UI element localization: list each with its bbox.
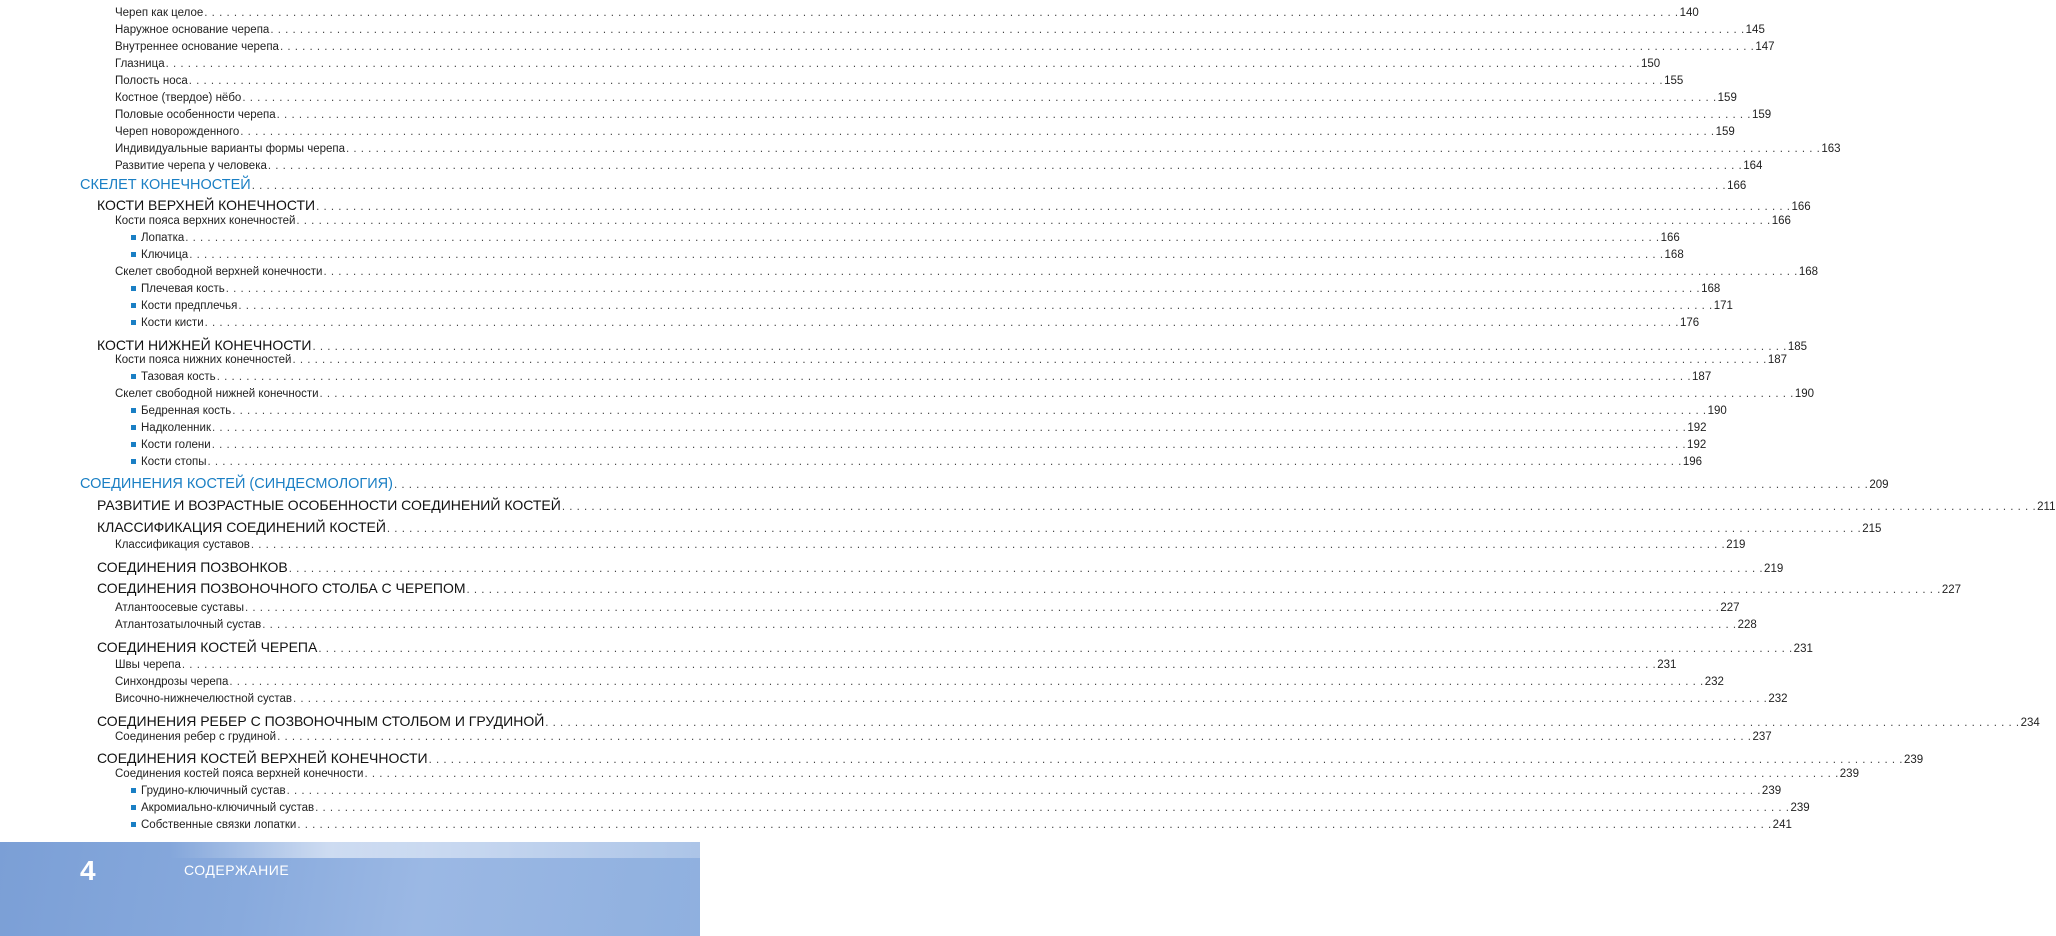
toc-entry-page: 140 [1679, 7, 1699, 19]
toc-entry-title [131, 457, 207, 469]
toc-subsection [115, 768, 1859, 781]
toc-subsection [115, 143, 1841, 156]
dot-leader: . . . . . . . . . . . . . . . . . . . . . . . . . . . . . . . . . . . . . . . . . . . . . . . . . . . . . . . . . . . . . . . . . . . . . . . . . . . . . . . . . . . . . . . . . . . . . . . . . . . . . . . . . . . . . . . . . . . . . . . . . . . . . . . . . . . . . . . . . . . . . . . . . . . . . . . . . . . . . . . . . . . . . . . . . . . . . . . . . . . . . . . . . . . . . . . . . . . . . . . . [288, 563, 1764, 575]
dot-leader: . . . . . . . . . . . . . . . . . . . . . . . . . . . . . . . . . . . . . . . . . . . . . . . . . . . . . . . . . . . . . . . . . . . . . . . . . . . . . . . . . . . . . . . . . . . . . . . . . . . . . . . . . . . . . . . . . . . . . . . . . . . . . . . . . . . . . . . . . . . . . . . . . . . . . . . . . . . . . . . . . . . . . . . . . . . . . . . . . . . . . . . . . . . . . . . . . . . . . . . . [292, 354, 1767, 366]
toc-entry-title [115, 110, 276, 122]
square-bullet-icon [131, 286, 136, 291]
dot-leader: . . . . . . . . . . . . . . . . . . . . . . . . . . . . . . . . . . . . . . . . . . . . . . . . . . . . . . . . . . . . . . . . . . . . . . . . . . . . . . . . . . . . . . . . . . . . . . . . . . . . . . . . . . . . . . . . . . . . . . . . . . . . . . . . . . . . . . . . . . . . . . . . . . . . . . . . . . . . . . . . . . . . . . . . . . . . . . . . . . . . . . . . . . . . . . . . . . . . . . . . [165, 58, 1640, 70]
toc-entry-title-text: Лопатка [141, 232, 185, 244]
toc-subsection [115, 160, 1763, 173]
dot-leader: . . . . . . . . . . . . . . . . . . . . . . . . . . . . . . . . . . . . . . . . . . . . . . . . . . . . . . . . . . . . . . . . . . . . . . . . . . . . . . . . . . . . . . . . . . . . . . . . . . . . . . . . . . . . . . . . . . . . . . . . . . . . . . . . . . . . . . . . . . . . . . . . . . . . . . . . . . . . . . . . . . . . . . . . . . . . . . . . . . . . . . . . . . . . . . . . . . . . . . . . [279, 41, 1755, 53]
dot-leader: . . . . . . . . . . . . . . . . . . . . . . . . . . . . . . . . . . . . . . . . . . . . . . . . . . . . . . . . . . . . . . . . . . . . . . . . . . . . . . . . . . . . . . . . . . . . . . . . . . . . . . . . . . . . . . . . . . . . . . . . . . . . . . . . . . . . . . . . . . . . . . . . . . . . . . . . . . . . . . . . . . . . . . . . . . . . . . . . . . . . . . . . . . . . . . . . . . . . . . . . [232, 405, 1707, 417]
toc-entry-page: 190 [1707, 405, 1727, 417]
toc-entry-title [115, 42, 279, 54]
toc-entry-page: 232 [1768, 693, 1788, 705]
dot-leader: . . . . . . . . . . . . . . . . . . . . . . . . . . . . . . . . . . . . . . . . . . . . . . . . . . . . . . . . . . . . . . . . . . . . . . . . . . . . . . . . . . . . . . . . . . . . . . . . . . . . . . . . . . . . . . . . . . . . . . . . . . . . . . . . . . . . . . . . . . . . . . . . . . . . . . . . . . . . . . . . . . . . . . . . . . . . . . . . . . . . . . . . . . . . . . . . . . . . . . . . [312, 341, 1787, 353]
toc-entry-page: 187 [1767, 354, 1788, 366]
toc-entry-title [115, 267, 322, 279]
page-number: 4 [80, 855, 96, 886]
toc-entry-title [131, 284, 225, 296]
toc-entry-title-text: СОЕДИНЕНИЯ РЕБЕР С ПОЗВОНОЧНЫМ СТОЛБОМ И ГРУДИНОЙ [97, 713, 545, 729]
toc-entry-page: 239 [1761, 785, 1782, 797]
square-bullet-icon [131, 442, 136, 447]
square-bullet-icon [131, 252, 136, 257]
toc-entry-page: 164 [1743, 160, 1763, 172]
toc-entry-title [115, 620, 261, 632]
toc-entry-title-text: Грудино-ключичный сустав [141, 785, 286, 797]
toc-entry-title-text: СОЕДИНЕНИЯ КОСТЕЙ (СИНДЕСМОЛОГИЯ) [80, 476, 393, 492]
toc-subsection [115, 693, 1788, 706]
toc-entry-title-text: Акромиально-ключичный сустав [141, 802, 315, 814]
toc-entry-title [131, 803, 314, 815]
square-bullet-icon [131, 805, 136, 810]
dot-leader: . . . . . . . . . . . . . . . . . . . . . . . . . . . . . . . . . . . . . . . . . . . . . . . . . . . . . . . . . . . . . . . . . . . . . . . . . . . . . . . . . . . . . . . . . . . . . . . . . . . . . . . . . . . . . . . . . . . . . . . . . . . . . . . . . . . . . . . . . . . . . . . . . . . . . . . . . . . . . . . . . . . . . . . . . . . . . . . . . . . . . . . . . . . . . . . . . . . . . . . . [242, 92, 1717, 104]
dot-leader: . . . . . . . . . . . . . . . . . . . . . . . . . . . . . . . . . . . . . . . . . . . . . . . . . . . . . . . . . . . . . . . . . . . . . . . . . . . . . . . . . . . . . . . . . . . . . . . . . . . . . . . . . . . . . . . . . . . . . . . . . . . . . . . . . . . . . . . . . . . . . . . . . . . . . . . . . . . . . . . . . . . . . . . . . . . . . . . . . . . . . . . . . . . . . . . . . . . . . . . . [225, 283, 1701, 295]
dot-leader: . . . . . . . . . . . . . . . . . . . . . . . . . . . . . . . . . . . . . . . . . . . . . . . . . . . . . . . . . . . . . . . . . . . . . . . . . . . . . . . . . . . . . . . . . . . . . . . . . . . . . . . . . . . . . . . . . . . . . . . . . . . . . . . . . . . . . . . . . . . . . . . . . . . . . . . . . . . . . . . . . . . . . . . . . . . . . . . . . . . . . . . . . . . . . . . . . . . . . . . . [296, 215, 1771, 227]
dot-leader: . . . . . . . . . . . . . . . . . . . . . . . . . . . . . . . . . . . . . . . . . . . . . . . . . . . . . . . . . . . . . . . . . . . . . . . . . . . . . . . . . . . . . . . . . . . . . . . . . . . . . . . . . . . . . . . . . . . . . . . . . . . . . . . . . . . . . . . . . . . . . . . . . . . . . . . . . . . . . . . . . . . . . . . . . . . . . . . . . . . . . . . . . . . . . . . . . . . . . . . . [286, 785, 1761, 797]
toc-subsection [131, 456, 1703, 469]
toc-entry-title [115, 144, 345, 156]
toc-entry-page: 163 [1821, 143, 1841, 155]
toc-entry-title-text: РАЗВИТИЕ И ВОЗРАСТНЫЕ ОСОБЕННОСТИ СОЕДИНЕНИЙ КОСТЕЙ [97, 497, 561, 513]
toc-subsection [115, 41, 1775, 54]
toc-entry-page: 166 [1727, 180, 1747, 192]
toc-subsection [131, 785, 1782, 798]
toc-entry-title [97, 198, 315, 212]
toc-entry-page: 232 [1704, 676, 1724, 688]
toc-entry-title [115, 660, 181, 672]
toc-entry-title [131, 406, 231, 418]
toc-entry-page: 241 [1772, 819, 1792, 831]
dot-leader: . . . . . . . . . . . . . . . . . . . . . . . . . . . . . . . . . . . . . . . . . . . . . . . . . . . . . . . . . . . . . . . . . . . . . . . . . . . . . . . . . . . . . . . . . . . . . . . . . . . . . . . . . . . . . . . . . . . . . . . . . . . . . . . . . . . . . . . . . . . . . . . . . . . . . . . . . . . . . . . . . . . . . . . . . . . . . . . . . . . . . . . . . . . . . . . . . . . . . . . . [315, 802, 1790, 814]
toc-entry-title-text: СОЕДИНЕНИЯ ПОЗВОНОЧНОГО СТОЛБА С ЧЕРЕПОМ [97, 580, 466, 596]
toc-entry-title-text: Тазовая кость [141, 371, 216, 383]
toc-entry-page: 237 [1752, 731, 1772, 743]
toc-entry-title-text: Кости кисти [141, 317, 204, 329]
dot-leader: . . . . . . . . . . . . . . . . . . . . . . . . . . . . . . . . . . . . . . . . . . . . . . . . . . . . . . . . . . . . . . . . . . . . . . . . . . . . . . . . . . . . . . . . . . . . . . . . . . . . . . . . . . . . . . . . . . . . . . . . . . . . . . . . . . . . . . . . . . . . . . . . . . . . . . . . . . . . . . . . . . . . . . . . . . . . . . . . . . . . . . . . . . . . . . . . . . . . . . . . [185, 232, 1660, 244]
toc-subsection [115, 539, 1746, 552]
dot-leader: . . . . . . . . . . . . . . . . . . . . . . . . . . . . . . . . . . . . . . . . . . . . . . . . . . . . . . . . . . . . . . . . . . . . . . . . . . . . . . . . . . . . . . . . . . . . . . . . . . . . . . . . . . . . . . . . . . . . . . . . . . . . . . . . . . . . . . . . . . . . . . . . . . . . . . . . . . . . . . . . . . . . . . . . . . . . . . . . . . . . . . . . . . . . . . . . . . . . . . . . [211, 439, 1687, 451]
toc-entry-title [115, 59, 165, 71]
toc-entry-title [97, 498, 561, 512]
toc-section [97, 750, 1924, 767]
toc-subsection [131, 317, 1700, 330]
toc-subsection [115, 75, 1684, 88]
dot-leader: . . . . . . . . . . . . . . . . . . . . . . . . . . . . . . . . . . . . . . . . . . . . . . . . . . . . . . . . . . . . . . . . . . . . . . . . . . . . . . . . . . . . . . . . . . . . . . . . . . . . . . . . . . . . . . . . . . . . . . . . . . . . . . . . . . . . . . . . . . . . . . . . . . . . . . . . . . . . . . . . . . . . . . . . . . . . . . . . . . . . . . . . . . . . . . . . . . . . . . . . [316, 201, 1791, 213]
toc-subsection [131, 249, 1684, 262]
toc-entry-page: 231 [1657, 659, 1677, 671]
toc-subsection [115, 676, 1724, 689]
toc-entry-page: 159 [1715, 126, 1735, 138]
toc-entry-title-text: Височно-нижнечелюстной сустав [115, 693, 293, 705]
toc-section [97, 519, 1882, 536]
toc-entry-title-text: СОЕДИНЕНИЯ ПОЗВОНКОВ [97, 559, 288, 575]
toc-entry-page: 166 [1791, 201, 1811, 213]
toc-entry-page: 185 [1787, 341, 1807, 353]
toc-entry-title [97, 338, 311, 352]
toc-entry-title-text: Полость носа [115, 75, 188, 87]
toc-entry-page: 219 [1764, 563, 1784, 575]
toc-subsection [131, 283, 1721, 296]
toc-entry-page: 192 [1687, 422, 1707, 434]
toc-entry-title [131, 233, 184, 245]
toc-entry-page: 239 [1839, 768, 1859, 780]
toc-subsection [131, 439, 1707, 452]
toc-entry-page: 231 [1793, 643, 1813, 655]
toc-entry-page: 239 [1790, 802, 1810, 814]
toc-entry-title [131, 440, 211, 452]
toc-subsection [115, 58, 1661, 71]
toc-entry-page: 234 [2020, 717, 2040, 729]
toc-entry-title-text: КЛАССИФИКАЦИЯ СОЕДИНЕНИЙ КОСТЕЙ [97, 519, 386, 535]
toc-entry-page: 155 [1664, 75, 1684, 87]
toc-entry-title [115, 8, 203, 20]
toc-entry-page: 159 [1752, 109, 1772, 121]
toc-entry-title-text: Атлантозатылочный сустав [115, 619, 262, 631]
toc-entry-page: 145 [1745, 24, 1765, 36]
dot-leader: . . . . . . . . . . . . . . . . . . . . . . . . . . . . . . . . . . . . . . . . . . . . . . . . . . . . . . . . . . . . . . . . . . . . . . . . . . . . . . . . . . . . . . . . . . . . . . . . . . . . . . . . . . . . . . . . . . . . . . . . . . . . . . . . . . . . . . . . . . . . . . . . . . . . . . . . . . . . . . . . . . . . . . . . . . . . . . . . . . . . . . . . . . . . . . . . . . . . . . . . [211, 422, 1687, 434]
toc-entry-title [115, 127, 239, 139]
toc-entry-title [131, 250, 188, 262]
toc-entry-title [115, 732, 276, 744]
dot-leader: . . . . . . . . . . . . . . . . . . . . . . . . . . . . . . . . . . . . . . . . . . . . . . . . . . . . . . . . . . . . . . . . . . . . . . . . . . . . . . . . . . . . . . . . . . . . . . . . . . . . . . . . . . . . . . . . . . . . . . . . . . . . . . . . . . . . . . . . . . . . . . . . . . . . . . . . . . . . . . . . . . . . . . . . . . . . . . . . . . . . . . . . . . . . . . . . . . . . . . . . [207, 456, 1682, 468]
toc-entry-title [115, 216, 295, 228]
toc-entry-title [97, 640, 317, 654]
square-bullet-icon [131, 822, 136, 827]
toc-entry-title-text: Скелет свободной верхней конечности [115, 266, 323, 278]
dot-leader: . . . . . . . . . . . . . . . . . . . . . . . . . . . . . . . . . . . . . . . . . . . . . . . . . . . . . . . . . . . . . . . . . . . . . . . . . . . . . . . . . . . . . . . . . . . . . . . . . . . . . . . . . . . . . . . . . . . . . . . . . . . . . . . . . . . . . . . . . . . . . . . . . . . . . . . . . . . . . . . . . . . . . . . . . . . . . . . . . . . . . . . . . . . . . . . . . . . . . . . . [293, 693, 1768, 705]
toc-entry-title [115, 603, 244, 615]
dot-leader: . . . . . . . . . . . . . . . . . . . . . . . . . . . . . . . . . . . . . . . . . . . . . . . . . . . . . . . . . . . . . . . . . . . . . . . . . . . . . . . . . . . . . . . . . . . . . . . . . . . . . . . . . . . . . . . . . . . . . . . . . . . . . . . . . . . . . . . . . . . . . . . . . . . . . . . . . . . . . . . . . . . . . . . . . . . . . . . . . . . . . . . . . . . . . . . . . . . . . . . . [181, 659, 1657, 671]
toc-entry-title-text: Соединения ребер с грудиной [115, 731, 277, 743]
toc-entry-title-text: Наружное основание черепа [115, 24, 270, 36]
dot-leader: . . . . . . . . . . . . . . . . . . . . . . . . . . . . . . . . . . . . . . . . . . . . . . . . . . . . . . . . . . . . . . . . . . . . . . . . . . . . . . . . . . . . . . . . . . . . . . . . . . . . . . . . . . . . . . . . . . . . . . . . . . . . . . . . . . . . . . . . . . . . . . . . . . . . . . . . . . . . . . . . . . . . . . . . . . . . . . . . . . . . . . . . . . . . . . . . . . . . . . . . [319, 388, 1794, 400]
toc-entry-page: 187 [1692, 371, 1712, 383]
toc-entry-title [131, 301, 237, 313]
dot-leader: . . . . . . . . . . . . . . . . . . . . . . . . . . . . . . . . . . . . . . . . . . . . . . . . . . . . . . . . . . . . . . . . . . . . . . . . . . . . . . . . . . . . . . . . . . . . . . . . . . . . . . . . . . . . . . . . . . . . . . . . . . . . . . . . . . . . . . . . . . . . . . . . . . . . . . . . . . . . . . . . . . . . . . . . . . . . . . . . . . . . . . . . . . . . . . . . . . . . . . . . [323, 266, 1798, 278]
square-bullet-icon [131, 374, 136, 379]
toc-entry-title-text: Ключица [141, 249, 189, 261]
toc-entry-page: 168 [1798, 266, 1818, 278]
dot-leader: . . . . . . . . . . . . . . . . . . . . . . . . . . . . . . . . . . . . . . . . . . . . . . . . . . . . . . . . . . . . . . . . . . . . . . . . . . . . . . . . . . . . . . . . . . . . . . . . . . . . . . . . . . . . . . . . . . . . . . . . . . . . . . . . . . . . . . . . . . . . . . . . . . . . . . . . . . . . . . . . . . . . . . . . . . . . . . . . . . . . . . . . . . . . . . . . . . . . . . . . [188, 75, 1664, 87]
toc-subsection [115, 354, 1788, 367]
toc-entry-title [97, 520, 386, 534]
toc-entry-title-text: КОСТИ ВЕРХНЕЙ КОНЕЧНОСТИ [97, 197, 316, 213]
square-bullet-icon [131, 235, 136, 240]
toc-subsection [115, 266, 1818, 279]
toc-entry-title-text: Индивидуальные варианты формы черепа [115, 143, 346, 155]
toc-subsection [115, 619, 1757, 632]
dot-leader: . . . . . . . . . . . . . . . . . . . . . . . . . . . . . . . . . . . . . . . . . . . . . . . . . . . . . . . . . . . . . . . . . . . . . . . . . . . . . . . . . . . . . . . . . . . . . . . . . . . . . . . . . . . . . . . . . . . . . . . . . . . . . . . . . . . . . . . . . . . . . . . . . . . . . . . . . . . . . . . . . . . . . . . . . . . . . . . . . . . . . . . . . . . . . . . . . . . . . . . . [364, 768, 1839, 780]
toc-entry-title-text: Классификация суставов [115, 539, 250, 551]
dot-leader: . . . . . . . . . . . . . . . . . . . . . . . . . . . . . . . . . . . . . . . . . . . . . . . . . . . . . . . . . . . . . . . . . . . . . . . . . . . . . . . . . . . . . . . . . . . . . . . . . . . . . . . . . . . . . . . . . . . . . . . . . . . . . . . . . . . . . . . . . . . . . . . . . . . . . . . . . . . . . . . . . . . . . . . . . . . . . . . . . . . . . . . . . . . . . . . . . . . . . . . . [561, 501, 2037, 513]
dot-leader: . . . . . . . . . . . . . . . . . . . . . . . . . . . . . . . . . . . . . . . . . . . . . . . . . . . . . . . . . . . . . . . . . . . . . . . . . . . . . . . . . . . . . . . . . . . . . . . . . . . . . . . . . . . . . . . . . . . . . . . . . . . . . . . . . . . . . . . . . . . . . . . . . . . . . . . . . . . . . . . . . . . . . . . . . . . . . . . . . . . . . . . . . . . . . . . . . . . . . . . . [428, 754, 1903, 766]
toc-entry-title-text: КОСТИ НИЖНЕЙ КОНЕЧНОСТИ [97, 337, 312, 353]
toc-entry-page: 168 [1701, 283, 1721, 295]
toc-entry-page: 159 [1717, 92, 1737, 104]
toc-entry-page: 171 [1713, 300, 1733, 312]
dot-leader: . . . . . . . . . . . . . . . . . . . . . . . . . . . . . . . . . . . . . . . . . . . . . . . . . . . . . . . . . . . . . . . . . . . . . . . . . . . . . . . . . . . . . . . . . . . . . . . . . . . . . . . . . . . . . . . . . . . . . . . . . . . . . . . . . . . . . . . . . . . . . . . . . . . . . . . . . . . . . . . . . . . . . . . . . . . . . . . . . . . . . . . . . . . . . . . . . . . . . . . . [318, 643, 1793, 655]
toc-entry-title-text: Кости пояса верхних конечностей [115, 215, 296, 227]
toc-entry-page: 166 [1771, 215, 1791, 227]
toc-section [97, 337, 1807, 354]
toc-entry-title-text: Бедренная кость [141, 405, 232, 417]
toc-entry-title [131, 372, 216, 384]
toc-entry-page: 228 [1737, 619, 1757, 631]
square-bullet-icon [131, 788, 136, 793]
dot-leader: . . . . . . . . . . . . . . . . . . . . . . . . . . . . . . . . . . . . . . . . . . . . . . . . . . . . . . . . . . . . . . . . . . . . . . . . . . . . . . . . . . . . . . . . . . . . . . . . . . . . . . . . . . . . . . . . . . . . . . . . . . . . . . . . . . . . . . . . . . . . . . . . . . . . . . . . . . . . . . . . . . . . . . . . . . . . . . . . . . . . . . . . . . . . . . . . . . . . . . . . [267, 160, 1743, 172]
toc-entry-title-text: Кости пояса нижних конечностей [115, 354, 292, 366]
toc-entry-title [80, 477, 393, 492]
dot-leader: . . . . . . . . . . . . . . . . . . . . . . . . . . . . . . . . . . . . . . . . . . . . . . . . . . . . . . . . . . . . . . . . . . . . . . . . . . . . . . . . . . . . . . . . . . . . . . . . . . . . . . . . . . . . . . . . . . . . . . . . . . . . . . . . . . . . . . . . . . . . . . . . . . . . . . . . . . . . . . . . . . . . . . . . . . . . . . . . . . . . . . . . . . . . . . . . . . . . . . . . [189, 249, 1664, 261]
toc-entry-title-text: СКЕЛЕТ КОНЕЧНОСТЕЙ [80, 177, 251, 193]
toc-entry-title-text: Кости предплечья [141, 300, 238, 312]
toc-entry-title [115, 355, 291, 367]
dot-leader: . . . . . . . . . . . . . . . . . . . . . . . . . . . . . . . . . . . . . . . . . . . . . . . . . . . . . . . . . . . . . . . . . . . . . . . . . . . . . . . . . . . . . . . . . . . . . . . . . . . . . . . . . . . . . . . . . . . . . . . . . . . . . . . . . . . . . . . . . . . . . . . . . . . . . . . . . . . . . . . . . . . . . . . . . . . . . . . . . . . . . . . . . . . . . . . . . . . . . . . . [229, 676, 1704, 688]
toc-entry-page: 239 [1903, 754, 1924, 766]
square-bullet-icon [131, 425, 136, 430]
running-section-title: СОДЕРЖАНИЕ [184, 862, 290, 878]
dot-leader: . . . . . . . . . . . . . . . . . . . . . . . . . . . . . . . . . . . . . . . . . . . . . . . . . . . . . . . . . . . . . . . . . . . . . . . . . . . . . . . . . . . . . . . . . . . . . . . . . . . . . . . . . . . . . . . . . . . . . . . . . . . . . . . . . . . . . . . . . . . . . . . . . . . . . . . . . . . . . . . . . . . . . . . . . . . . . . . . . . . . . . . . . . . . . . . . . . . . . . . . [545, 717, 2020, 729]
footer-highlight [170, 842, 700, 858]
toc-entry-page: 168 [1664, 249, 1684, 261]
dot-leader: . . . . . . . . . . . . . . . . . . . . . . . . . . . . . . . . . . . . . . . . . . . . . . . . . . . . . . . . . . . . . . . . . . . . . . . . . . . . . . . . . . . . . . . . . . . . . . . . . . . . . . . . . . . . . . . . . . . . . . . . . . . . . . . . . . . . . . . . . . . . . . . . . . . . . . . . . . . . . . . . . . . . . . . . . . . . . . . . . . . . . . . . . . . . . . . . . . . . . . . . [240, 126, 1715, 138]
toc-subsection [115, 7, 1699, 20]
toc-subsection [131, 802, 1810, 815]
toc-subsection [115, 731, 1772, 744]
toc-section [97, 713, 2040, 730]
toc-entry-title [115, 93, 241, 105]
toc-entry-title [115, 389, 319, 401]
toc-entry-title [131, 318, 204, 330]
toc-subsection [115, 602, 1740, 615]
toc-entry-title-text: Швы черепа [115, 659, 181, 671]
toc-entry-title [97, 751, 428, 765]
dot-leader: . . . . . . . . . . . . . . . . . . . . . . . . . . . . . . . . . . . . . . . . . . . . . . . . . . . . . . . . . . . . . . . . . . . . . . . . . . . . . . . . . . . . . . . . . . . . . . . . . . . . . . . . . . . . . . . . . . . . . . . . . . . . . . . . . . . . . . . . . . . . . . . . . . . . . . . . . . . . . . . . . . . . . . . . . . . . . . . . . . . . . . . . . . . . . . . . . . . . . . . . [386, 523, 1862, 535]
page-footer [0, 842, 700, 936]
dot-leader: . . . . . . . . . . . . . . . . . . . . . . . . . . . . . . . . . . . . . . . . . . . . . . . . . . . . . . . . . . . . . . . . . . . . . . . . . . . . . . . . . . . . . . . . . . . . . . . . . . . . . . . . . . . . . . . . . . . . . . . . . . . . . . . . . . . . . . . . . . . . . . . . . . . . . . . . . . . . . . . . . . . . . . . . . . . . . . . . . . . . . . . . . . . . . . . . . . . . . . . . [297, 819, 1772, 831]
toc-entry-title [115, 25, 269, 37]
dot-leader: . . . . . . . . . . . . . . . . . . . . . . . . . . . . . . . . . . . . . . . . . . . . . . . . . . . . . . . . . . . . . . . . . . . . . . . . . . . . . . . . . . . . . . . . . . . . . . . . . . . . . . . . . . . . . . . . . . . . . . . . . . . . . . . . . . . . . . . . . . . . . . . . . . . . . . . . . . . . . . . . . . . . . . . . . . . . . . . . . . . . . . . . . . . . . . . . . . . . . . . . [216, 371, 1692, 383]
toc-subsection [131, 405, 1727, 418]
dot-leader: . . . . . . . . . . . . . . . . . . . . . . . . . . . . . . . . . . . . . . . . . . . . . . . . . . . . . . . . . . . . . . . . . . . . . . . . . . . . . . . . . . . . . . . . . . . . . . . . . . . . . . . . . . . . . . . . . . . . . . . . . . . . . . . . . . . . . . . . . . . . . . . . . . . . . . . . . . . . . . . . . . . . . . . . . . . . . . . . . . . . . . . . . . . . . . . . . . . . . . . . [204, 317, 1679, 329]
toc-entry-page: 219 [1726, 539, 1746, 551]
toc-entry-page: 227 [1941, 584, 1962, 596]
toc-subsection [115, 92, 1737, 105]
toc-entry-page: 147 [1755, 41, 1775, 53]
toc-entry-title-text: Собственные связки лопатки [141, 819, 297, 831]
toc-entry-page: 196 [1682, 456, 1703, 468]
toc-entry-title-text: Глазница [115, 58, 165, 70]
dot-leader: . . . . . . . . . . . . . . . . . . . . . . . . . . . . . . . . . . . . . . . . . . . . . . . . . . . . . . . . . . . . . . . . . . . . . . . . . . . . . . . . . . . . . . . . . . . . . . . . . . . . . . . . . . . . . . . . . . . . . . . . . . . . . . . . . . . . . . . . . . . . . . . . . . . . . . . . . . . . . . . . . . . . . . . . . . . . . . . . . . . . . . . . . . . . . . . . . . . . . . . . [238, 300, 1713, 312]
toc-entry-title [97, 581, 466, 595]
toc-entry-page: 150 [1640, 58, 1661, 70]
dot-leader: . . . . . . . . . . . . . . . . . . . . . . . . . . . . . . . . . . . . . . . . . . . . . . . . . . . . . . . . . . . . . . . . . . . . . . . . . . . . . . . . . . . . . . . . . . . . . . . . . . . . . . . . . . . . . . . . . . . . . . . . . . . . . . . . . . . . . . . . . . . . . . . . . . . . . . . . . . . . . . . . . . . . . . . . . . . . . . . . . . . . . . . . . . . . . . . . . . . . . . . . [270, 24, 1745, 36]
toc-subsection [115, 24, 1765, 37]
toc-entry-title [80, 178, 251, 193]
dot-leader: . . . . . . . . . . . . . . . . . . . . . . . . . . . . . . . . . . . . . . . . . . . . . . . . . . . . . . . . . . . . . . . . . . . . . . . . . . . . . . . . . . . . . . . . . . . . . . . . . . . . . . . . . . . . . . . . . . . . . . . . . . . . . . . . . . . . . . . . . . . . . . . . . . . . . . . . . . . . . . . . . . . . . . . . . . . . . . . . . . . . . . . . . . . . . . . . . . . . . . . . [251, 180, 1727, 192]
toc-entry-title-text: Кости стопы [141, 456, 207, 468]
toc-entry-title-text: СОЕДИНЕНИЯ КОСТЕЙ ЧЕРЕПА [97, 639, 318, 655]
toc-section [97, 559, 1784, 576]
toc-entry-page: 192 [1687, 439, 1707, 451]
toc-entry-page: 209 [1869, 479, 1889, 491]
dot-leader: . . . . . . . . . . . . . . . . . . . . . . . . . . . . . . . . . . . . . . . . . . . . . . . . . . . . . . . . . . . . . . . . . . . . . . . . . . . . . . . . . . . . . . . . . . . . . . . . . . . . . . . . . . . . . . . . . . . . . . . . . . . . . . . . . . . . . . . . . . . . . . . . . . . . . . . . . . . . . . . . . . . . . . . . . . . . . . . . . . . . . . . . . . . . . . . . . . . . . . . . [244, 602, 1720, 614]
toc-entry-page: 227 [1720, 602, 1740, 614]
toc-subsection [131, 232, 1680, 245]
toc-entry-title-text: Скелет свободной нижней конечности [115, 388, 319, 400]
toc-entry-title-text: Внутреннее основание черепа [115, 41, 279, 53]
dot-leader: . . . . . . . . . . . . . . . . . . . . . . . . . . . . . . . . . . . . . . . . . . . . . . . . . . . . . . . . . . . . . . . . . . . . . . . . . . . . . . . . . . . . . . . . . . . . . . . . . . . . . . . . . . . . . . . . . . . . . . . . . . . . . . . . . . . . . . . . . . . . . . . . . . . . . . . . . . . . . . . . . . . . . . . . . . . . . . . . . . . . . . . . . . . . . . . . . . . . . . . . [393, 479, 1869, 491]
toc-section [97, 580, 1962, 597]
toc-subsection [115, 215, 1791, 228]
toc-entry-title [131, 423, 211, 435]
toc-entry-page: 215 [1862, 523, 1882, 535]
toc-entry-title-text: Половые особенности черепа [115, 109, 276, 121]
toc-entry-title [97, 714, 544, 728]
toc-entry-title [115, 694, 292, 706]
toc-subsection [115, 659, 1677, 672]
toc-entry-title-text: Костное (твердое) нёбо [115, 92, 242, 104]
toc-section [97, 639, 1813, 656]
toc-subsection [131, 300, 1733, 313]
square-bullet-icon [131, 459, 136, 464]
toc-subsection [131, 819, 1792, 832]
toc-section [97, 497, 2056, 514]
toc-entry-title-text: Череп как целое [115, 7, 204, 19]
toc-entry-title-text: Кости голени [141, 439, 211, 451]
toc-entry-page: 190 [1794, 388, 1815, 400]
dot-leader: . . . . . . . . . . . . . . . . . . . . . . . . . . . . . . . . . . . . . . . . . . . . . . . . . . . . . . . . . . . . . . . . . . . . . . . . . . . . . . . . . . . . . . . . . . . . . . . . . . . . . . . . . . . . . . . . . . . . . . . . . . . . . . . . . . . . . . . . . . . . . . . . . . . . . . . . . . . . . . . . . . . . . . . . . . . . . . . . . . . . . . . . . . . . . . . . . . . . . . . . [250, 539, 1726, 551]
square-bullet-icon [131, 408, 136, 413]
toc-entry-page: 176 [1679, 317, 1700, 329]
dot-leader: . . . . . . . . . . . . . . . . . . . . . . . . . . . . . . . . . . . . . . . . . . . . . . . . . . . . . . . . . . . . . . . . . . . . . . . . . . . . . . . . . . . . . . . . . . . . . . . . . . . . . . . . . . . . . . . . . . . . . . . . . . . . . . . . . . . . . . . . . . . . . . . . . . . . . . . . . . . . . . . . . . . . . . . . . . . . . . . . . . . . . . . . . . . . . . . . . . . . . . . . [204, 7, 1679, 19]
square-bullet-icon [131, 320, 136, 325]
toc-subsection [131, 422, 1707, 435]
toc-entry-title-text: Череп новорожденного [115, 126, 240, 138]
toc-chapter [80, 476, 1889, 492]
toc-subsection [115, 126, 1735, 139]
toc-entry-title [115, 76, 188, 88]
toc-entry-title-text: Надколенник [141, 422, 211, 434]
dot-leader: . . . . . . . . . . . . . . . . . . . . . . . . . . . . . . . . . . . . . . . . . . . . . . . . . . . . . . . . . . . . . . . . . . . . . . . . . . . . . . . . . . . . . . . . . . . . . . . . . . . . . . . . . . . . . . . . . . . . . . . . . . . . . . . . . . . . . . . . . . . . . . . . . . . . . . . . . . . . . . . . . . . . . . . . . . . . . . . . . . . . . . . . . . . . . . . . . . . . . . . . [276, 109, 1752, 121]
toc-chapter [80, 177, 1747, 193]
toc-section [97, 197, 1811, 214]
toc-entry-title [115, 677, 228, 689]
toc-entry-title [115, 540, 250, 552]
square-bullet-icon [131, 303, 136, 308]
toc-entry-page: 211 [2037, 501, 2056, 513]
toc-entry-title-text: Атлантоосевые суставы [115, 602, 244, 614]
dot-leader: . . . . . . . . . . . . . . . . . . . . . . . . . . . . . . . . . . . . . . . . . . . . . . . . . . . . . . . . . . . . . . . . . . . . . . . . . . . . . . . . . . . . . . . . . . . . . . . . . . . . . . . . . . . . . . . . . . . . . . . . . . . . . . . . . . . . . . . . . . . . . . . . . . . . . . . . . . . . . . . . . . . . . . . . . . . . . . . . . . . . . . . . . . . . . . . . . . . . . . . . [262, 619, 1737, 631]
dot-leader: . . . . . . . . . . . . . . . . . . . . . . . . . . . . . . . . . . . . . . . . . . . . . . . . . . . . . . . . . . . . . . . . . . . . . . . . . . . . . . . . . . . . . . . . . . . . . . . . . . . . . . . . . . . . . . . . . . . . . . . . . . . . . . . . . . . . . . . . . . . . . . . . . . . . . . . . . . . . . . . . . . . . . . . . . . . . . . . . . . . . . . . . . . . . . . . . . . . . . . . . [346, 143, 1821, 155]
toc-subsection [131, 371, 1712, 384]
toc-subsection [115, 388, 1815, 401]
toc-entry-title [131, 820, 296, 832]
toc-entry-title-text: СОЕДИНЕНИЯ КОСТЕЙ ВЕРХНЕЙ КОНЕЧНОСТИ [97, 750, 428, 766]
toc-entry-title-text: Развитие черепа у человека [115, 160, 267, 172]
toc-entry-title-text: Синхондрозы черепа [115, 676, 229, 688]
toc-entry-title [115, 769, 363, 781]
toc-entry-title-text: Соединения костей пояса верхней конечности [115, 768, 364, 780]
toc-entry-title [97, 560, 288, 574]
toc-entry-title [131, 786, 286, 798]
toc-entry-title-text: Плечевая кость [141, 283, 225, 295]
toc-entry-page: 166 [1660, 232, 1680, 244]
dot-leader: . . . . . . . . . . . . . . . . . . . . . . . . . . . . . . . . . . . . . . . . . . . . . . . . . . . . . . . . . . . . . . . . . . . . . . . . . . . . . . . . . . . . . . . . . . . . . . . . . . . . . . . . . . . . . . . . . . . . . . . . . . . . . . . . . . . . . . . . . . . . . . . . . . . . . . . . . . . . . . . . . . . . . . . . . . . . . . . . . . . . . . . . . . . . . . . . . . . . . . . . [466, 584, 1941, 596]
toc-entry-title [115, 161, 267, 173]
toc-subsection [115, 109, 1772, 122]
dot-leader: . . . . . . . . . . . . . . . . . . . . . . . . . . . . . . . . . . . . . . . . . . . . . . . . . . . . . . . . . . . . . . . . . . . . . . . . . . . . . . . . . . . . . . . . . . . . . . . . . . . . . . . . . . . . . . . . . . . . . . . . . . . . . . . . . . . . . . . . . . . . . . . . . . . . . . . . . . . . . . . . . . . . . . . . . . . . . . . . . . . . . . . . . . . . . . . . . . . . . . . . [277, 731, 1752, 743]
